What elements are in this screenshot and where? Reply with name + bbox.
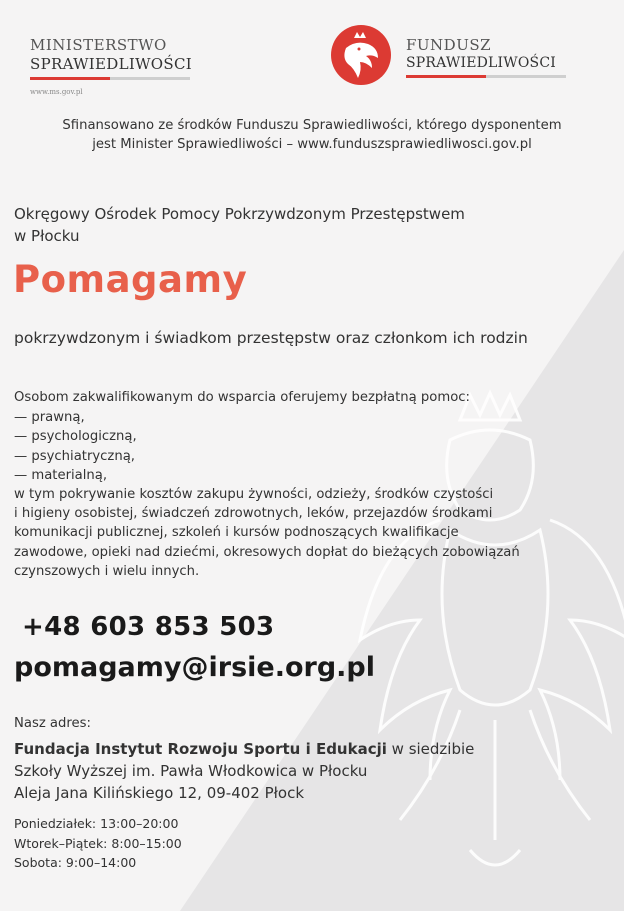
ministry-name-line2: SPRAWIEDLIWOŚCI (30, 55, 192, 73)
address-line1 (14, 738, 574, 760)
offer-details-line: zawodowe, opieki nad dziećmi, okresowych dopłat do bieżących zobowiązań (14, 544, 520, 560)
address-block (14, 738, 574, 804)
offer-item: — psychologiczną, (14, 429, 137, 445)
phone-number[interactable]: +48 603 853 503 (22, 612, 275, 642)
hours-row: Sobota: 9:00–14:00 (14, 855, 137, 870)
ministry-logo-rule (30, 77, 190, 80)
organization-name (14, 203, 574, 247)
funding-note (20, 116, 604, 154)
fund-name-line2: SPRAWIEDLIWOŚCI (406, 55, 556, 71)
funding-note-line2: jest Minister Sprawiedliwości – www.funduszsprawiedliwosci.gov.pl (92, 137, 532, 152)
address-label: Nasz adres: (14, 716, 91, 731)
fund-logo-rule (406, 75, 566, 78)
organization-line1: Okręgowy Ośrodek Pomocy Pokrzywdzonym Przestępstwem (14, 205, 465, 223)
offer-item: — prawną, (14, 410, 85, 426)
address-line1-suffix: w siedzibie (386, 740, 475, 758)
offer-section (14, 388, 574, 581)
offer-intro: Osobom zakwalifikowanym do wsparcia oferujemy bezpłatną pomoc: (14, 390, 470, 405)
offer-details-line: czynszowych i wielu innych. (14, 563, 200, 579)
ministry-name-line1: MINISTERSTWO (30, 36, 167, 54)
headline: Pomagamy (13, 258, 248, 301)
address-line2: Szkoły Wyższej im. Pawła Włodkowica w Płocku (14, 762, 368, 780)
ministry-logo (30, 36, 200, 96)
organization-line2: w Płocku (14, 227, 80, 245)
funding-note-line1: Sfinansowano ze środków Funduszu Sprawiedliwości, którego dysponentem (62, 118, 562, 133)
offer-item: — materialną, (14, 467, 108, 483)
offer-item: — psychiatryczną, (14, 448, 135, 464)
ministry-url: www.ms.gov.pl (30, 88, 83, 96)
hours-row: Poniedziałek: 13:00–20:00 (14, 816, 179, 831)
eagle-badge-icon (330, 24, 392, 86)
foundation-name: Fundacja Instytut Rozwoju Sportu i Edukacji (14, 740, 387, 758)
offer-details-line: komunikacji publicznej, szkoleń i kursów podnoszących kwalifikacje (14, 525, 459, 541)
fund-logo (406, 36, 576, 78)
subheadline: pokrzywdzonym i świadkom przestępstw oraz członkom ich rodzin (14, 329, 528, 347)
offer-details-line: i higieny osobistej, świadczeń zdrowotnych, leków, przejazdów środkami (14, 506, 493, 522)
fund-name-line1: FUNDUSZ (406, 36, 492, 54)
email-address[interactable]: pomagamy@irsie.org.pl (14, 652, 376, 683)
opening-hours (14, 814, 182, 873)
offer-details-line: w tym pokrywanie kosztów zakupu żywności, odzieży, środków czystości (14, 487, 494, 503)
address-line3: Aleja Jana Kilińskiego 12, 09-402 Płock (14, 784, 305, 802)
hours-row: Wtorek–Piątek: 8:00–15:00 (14, 835, 182, 851)
